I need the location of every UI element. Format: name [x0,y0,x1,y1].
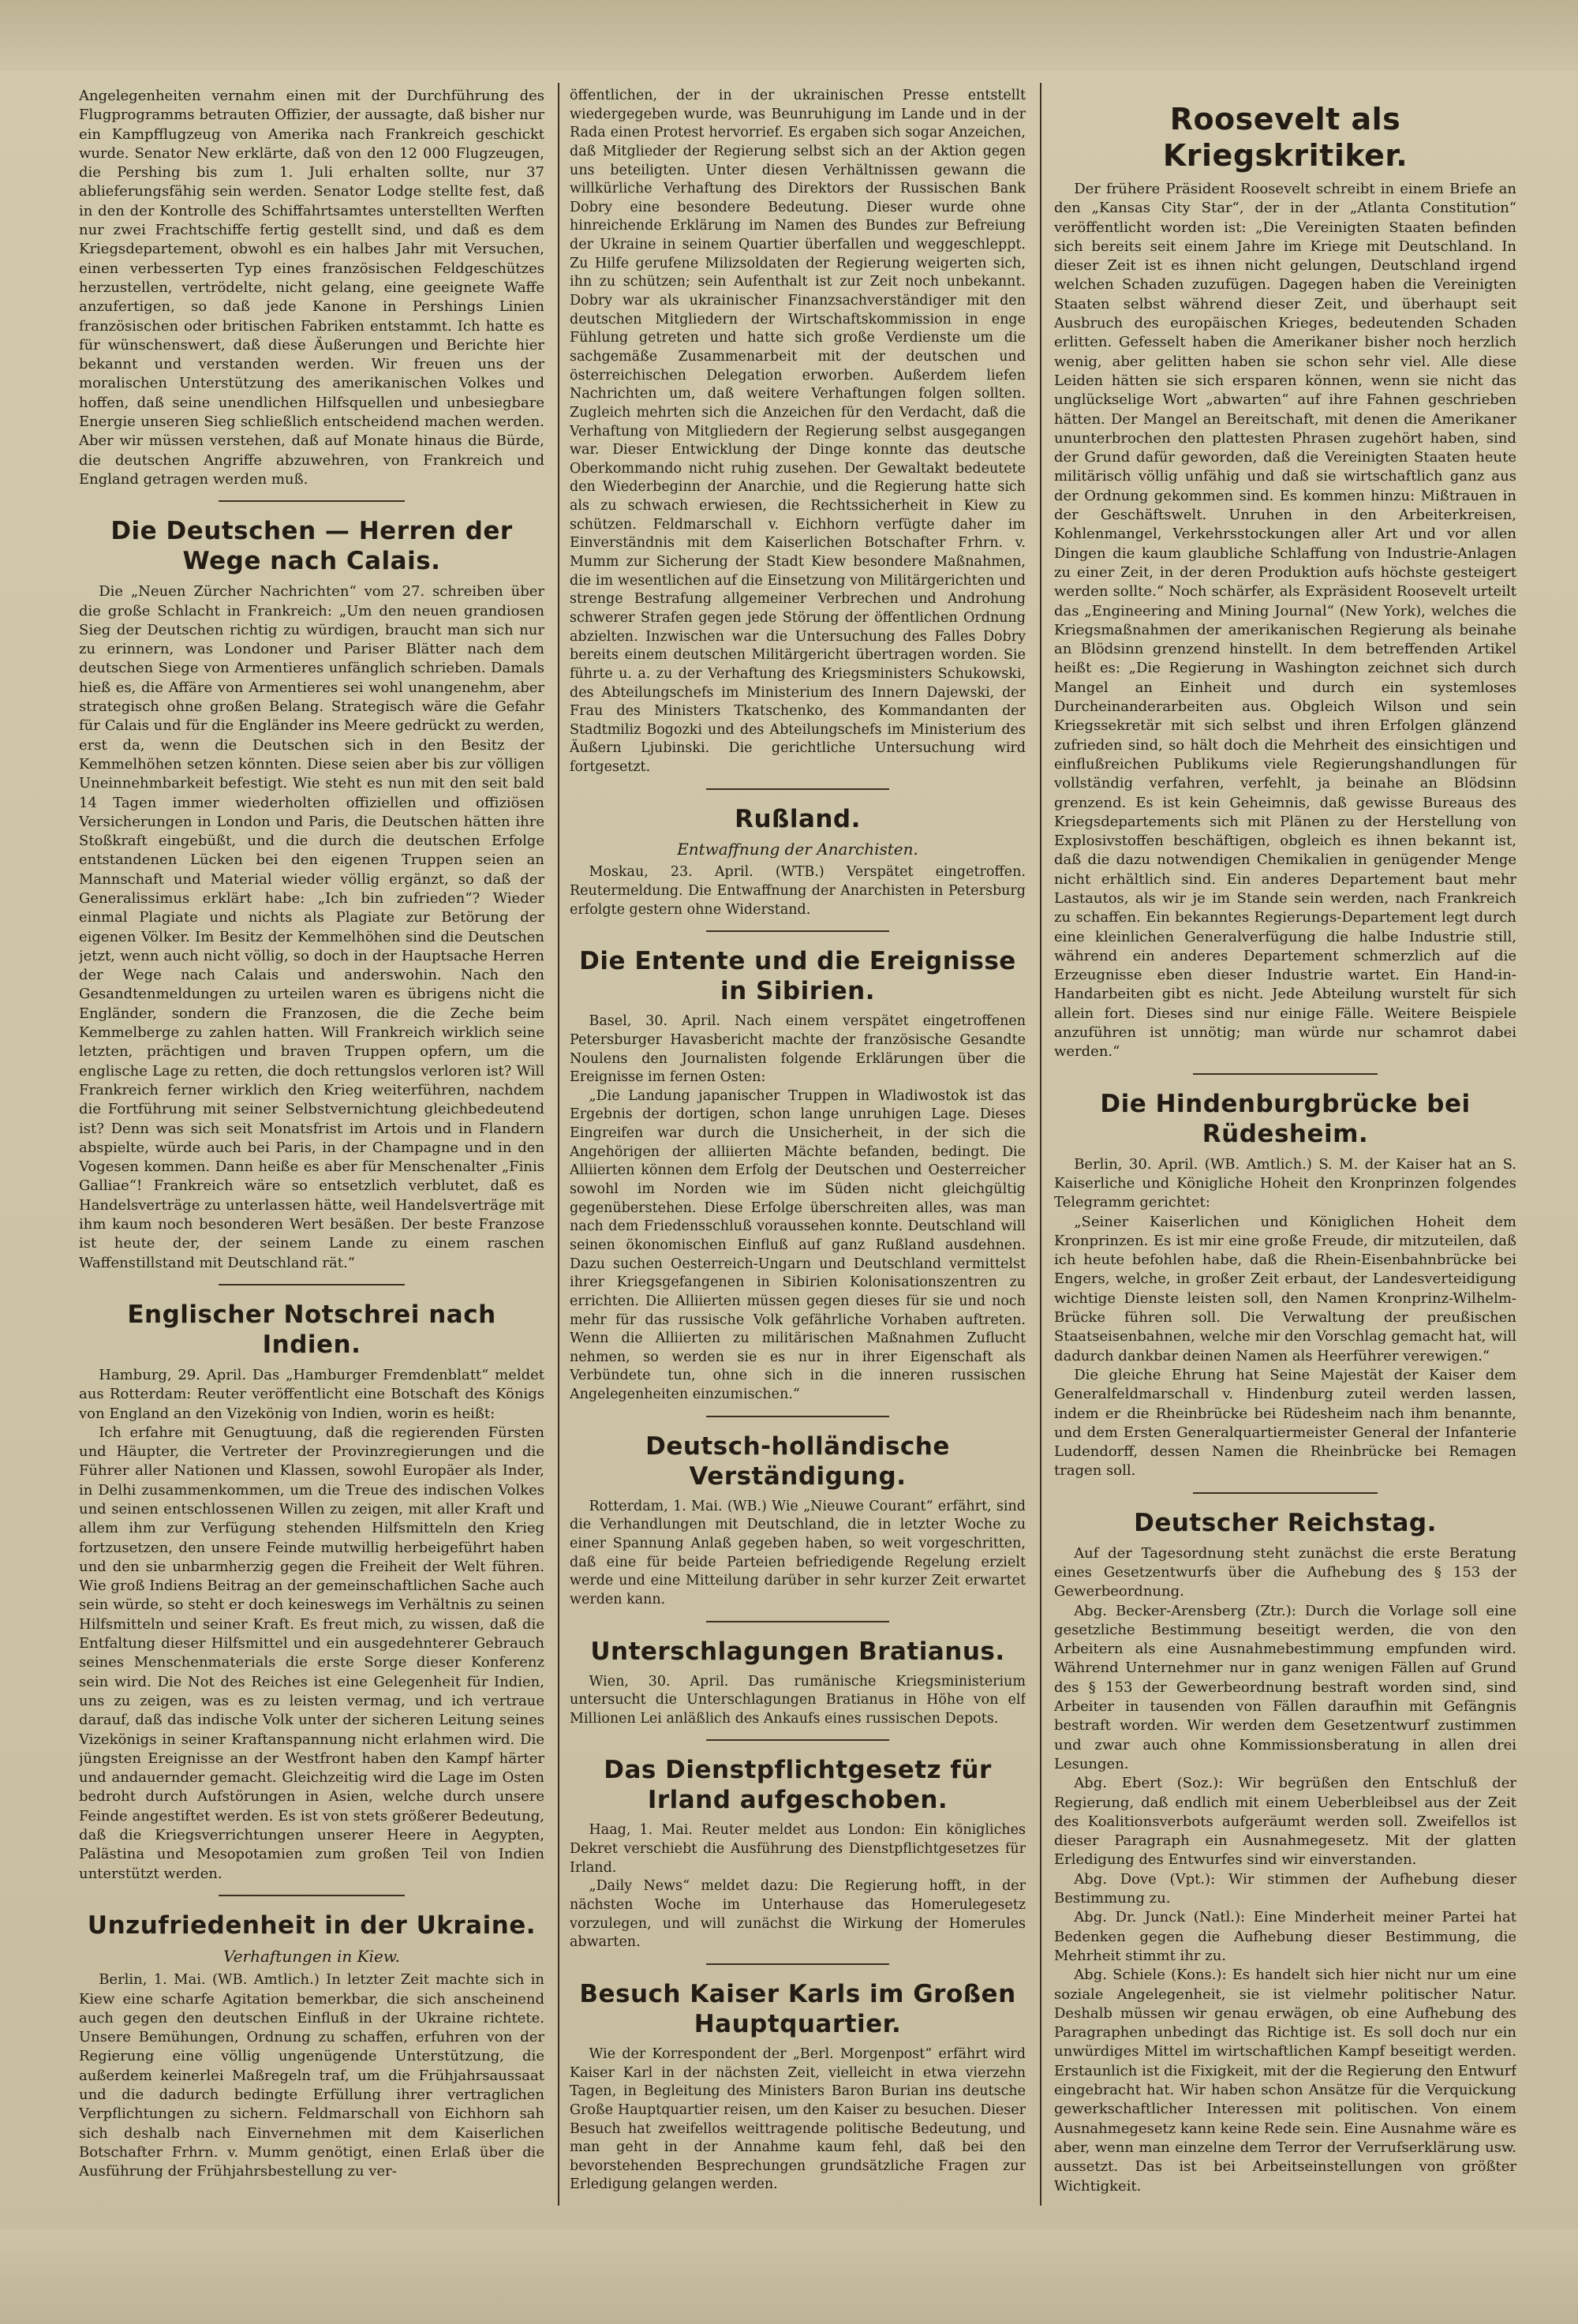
article [1054,101,1516,1062]
article-paragraph: Rotterdam, 1. Mai. (WB.) Wie „Nieuwe Courant“ erfährt, sind die Verhandlungen mit Deutschland, die in letzter Woche zu einer Spannung Anlaß gegeben haben, so weit vorgeschritten, daß eine für beide Parteien befriedigende Regelung erzielt werde und eine Mitteilung darüber in sehr kurzer Zeit erwartet werden kann. [570,1498,1026,1607]
article [79,1300,544,1884]
column-2 [570,87,1026,2214]
article-body [570,863,1026,919]
article-paragraph: Hamburg, 29. April. Das „Hamburger Fremdenblatt“ meldet aus Rotterdam: Reuter veröffentlicht eine Botschaft des Königs von England an den Vizekönig von Indien, worin es heißt: [79,1366,544,1422]
article-divider [219,1284,405,1285]
article-divider [219,500,405,502]
article-headline: Unzufriedenheit in der Ukraine. [87,1910,537,1940]
article-paragraph: Die „Neuen Zürcher Nachrichten“ vom 27. schreiben über die große Schlacht in Frankreich: „Um den neuen grandiosen Sieg der Deutschen richtig zu würdigen, braucht man sich nur zu erinnern, was Londoner und Pariser Blätter nach dem deutschen Siege von Armentieres unfänglich schrieben. Damals hieß es, die Affäre von Armentieres sei wohl unangenehm, aber strategisch ohne großen Belang. Strategisch wäre die Gefahr für Calais und für die Engländer ins Meere gedrückt zu werden, erst da, wenn die Deutschen sich in den Besitz der Kemmelhöhen setzen könnten. Diese seien aber bis zur völligen Uneinnehmbarkeit befestigt. Wie steht es nun mit den seit bald 14 Tagen immer wiederholten offiziellen und offiziösen Versicherungen in London und Paris, die Deutschen hätten ihre Stoßkraft eingebüßt, und die durch die deutschen Erfolge entstandenen Lücken bei den eigenen Truppen seien an Mannschaft und Material wieder völlig ergänzt, so daß der Generalissimus erklärt habe: „Ich bin zufrieden“? Wieder einmal Plagiate und nichts als Plagiate zur Betörung der eigenen Völker. Im Besitz der Kemmelhöhen sind die Deutschen jetzt, wenn auch nicht völlig, so doch in der Hauptsache Herren der Wege nach Calais und anderswohin. Nach den Gesandtenmeldungen zu urteilen waren es übrigens nicht die Engländer, sondern die Franzosen, die die Zeche beim Kemmelberge zu zahlen hatten. Will Frankreich wirklich seine letzten, prächtigen und braven Truppen opfern, um die englische Lage zu retten, die doch rettungslos verloren ist? Will Frankreich ferner wirklich den Krieg weiterführen, nachdem die Fortführung mit seiner Selbstvernichtung gleichbedeutend ist? Denn was sich seit Monatsfrist im Artois und in Flandern abspielte, würde auch bei Paris, in der Champagne und in den Vogesen kommen. Dann heiße es aber für Menschenalter „Finis Galliae“! Frankreich wäre so entsetzlich verblutet, daß es Handelsverträge zu unterlassen hätte, weil Handelsverträge mit ihm kaum noch besonderen Wert besäßen. Der beste Franzose ist heute der, der seinem Lande zu einem raschen Waffenstillstand mit Deutschland rät.“ [79,583,544,1271]
article-paragraph: Wien, 30. April. Das rumänische Kriegsministerium untersucht die Unterschlagungen Bratianus in Höhe von elf Millionen Lei anläßlich des Ankaufs eines russischen Depots. [570,1673,1026,1727]
article-paragraph: Basel, 30. April. Nach einem verspätet eingetroffenen Petersburger Havasbericht machte der französische Gesandte Noulens den Journalisten folgende Erklärungen über die Ereignisse im fernen Osten: [570,1013,1026,1086]
article-body [79,1970,544,2181]
article-body [79,1366,544,1884]
article-paragraph: Berlin, 1. Mai. (WB. Amtlich.) In letzter Zeit machte sich in Kiew eine scharfe Agitation bemerkbar, die sich anscheinend auch gegen den deutschen Einfluß in der Ukraine richtete. Unsere Bemühungen, Ordnung zu schaffen, erfuhren von der Regierung eine völlig ungenügende Unterstützung, die außerdem keinerlei Maßregeln traf, um die Frühjahrsaussaat und die dadurch bedingte Erfüllung ihrer vertraglichen Verpflichtungen zu sichern. Feldmarschall von Eichhorn sah sich deshalb nach Einvernehmen mit dem Kaiserlichen Botschafter Frhrn. v. Mumm genötigt, einen Erlaß über die Ausführung der Frühjahrsbestellung zu ver- [79,1971,544,2180]
column-rule [1040,83,1041,2206]
article [570,804,1026,920]
article-paragraph: Abg. Dr. Junck (Natl.): Eine Minderheit meiner Partei hat Bedenken gegen die Aufhebung dieser Bestimmung, die Mehrheit stimmt ihr zu. [1054,1909,1516,1964]
article [570,1637,1026,1729]
article-subhead: Verhaftungen in Kiew. [223,1946,400,1966]
article [570,87,1026,777]
column-rule [558,83,559,2206]
article-headline: Die Entente und die Ereignisse in Sibirien. [579,947,1016,1006]
article-paragraph: Abg. Dove (Vpt.): Wir stimmen der Aufhebung dieser Bestimmung zu. [1054,1870,1516,1907]
article-paragraph: Abg. Schiele (Kons.): Es handelt sich hier nicht nur um eine soziale Angelegenheit, sie ist vielmehr politischer Natur. Deshalb müssen wir genau erwägen, ob eine Aufhebung des Paragraphen unbedingt das Richtige ist. Es soll doch nur ein unwürdiges Mittel im wirtschaftlichen Kampf beseitigt werden. Erstaunlich ist die Fixigkeit, mit der die Regierung den Entwurf eingebracht hat. Wir haben schon Ansätze für die Verquickung gewerkschaftlicher Interessen mit politischen. Von einem Ausnahmegesetz kann keine Rede sein. Eine Ausnahme wäre es aber, wenn man einzelne dem Terror der Verrufserklärung usw. aussetzt. Das ist bei Arbeitseinstellungen von größter Wichtigkeit. [1054,1967,1516,2195]
article-headline: Deutsch-holländische Verständigung. [645,1431,950,1491]
article-divider [1193,1073,1378,1075]
article-body [570,2045,1026,2195]
article-paragraph: Berlin, 30. April. (WB. Amtlich.) S. M. der Kaiser hat an S. Kaiserliche und Königliche Hoheit den Kronprinzen folgendes Telegramm gerichtet: [1054,1155,1516,1211]
article-headline: Englischer Notschrei nach Indien. [127,1300,496,1359]
article-paragraph: „Daily News“ meldet dazu: Die Regierung hofft, in der nächsten Woche im Unterhause das Homerulegesetz vorzulegen, und will zunächst die Wirkung der Homerules abwarten. [570,1878,1026,1951]
article [79,1910,544,2182]
article-paragraph: Ich erfahre mit Genugtuung, daß die regierenden Fürsten und Häupter, die Vertreter der Provinzregierungen und die Führer aller Nationen und Klassen, sowohl Europäer als Inder, in Delhi zusammenkommen, um die Treue des indischen Volkes und seinen entschlossenen Willen zu zeigen, mit aller Kraft und allem ihm zur Verfügung stehenden Hilfsmitteln den Krieg fortzusetzen, den unsere Feinde mutwillig herbeigeführt haben und den sie unbarmherzig gegen die Freiheit der Welt führen. Wie groß Indiens Beitrag an der gemeinschaftlichen Sache auch sein würde, so steht er doch keineswegs im Verhältnis zu seinen Hilfsmitteln und seiner Kraft. Es freut mich, zu wissen, daß die Entfaltung dieser Hilfsmittel und ein ausgedehnterer Gebrauch seines Menschenmaterials die erste Sorge dieser Konferenz sein wird. Die Not des Reiches ist eine Gelegenheit für Indien, uns zu zeigen, was es zu leisten vermag, und ich vertraue darauf, daß das indische Volk unter der sicheren Leitung seines Vizekönigs in seiner Kraftanspannung nicht erlahmen wird. Die jüngsten Ereignisse an der Westfront haben den Kampf härter und andauernder gemacht. Gleichzeitig wird die Lage im Osten bedroht durch Aufstörungen in Asien, welche durch unsere Feinde angestiftet werden. Es ist von stets größerer Bedeutung, daß die Kriegsverrichtungen unserer Heere in Aegypten, Palästina und Mesopotamien zum großen Teil von Indien unterstützt werden. [79,1424,544,1882]
article [570,1755,1026,1952]
article-paragraph: „Seiner Kaiserlichen und Königlichen Hoheit dem Kronprinzen. Es ist mir eine große Freude, dir mitzuteilen, daß ich heute befohlen habe, daß die Rhein-Eisenbahnbrücke bei Engers, welche, in großer Zeit erbaut, der Landesverteidigung wichtige Dienste leisten soll, den Namen Kronprinz-Wilhelm-Brücke führen soll. Die Verwaltung der preußischen Staatseisenbahnen, welche mir den Vorschlag gemacht hat, will dadurch dankbar deinen Namen als Heerführer verewigen.“ [1054,1213,1516,1364]
article-headline: Roosevelt als Kriegskritiker. [1162,102,1408,173]
article [79,516,544,1273]
article-divider [706,1739,888,1741]
article-body [570,1673,1026,1729]
article-body [570,1012,1026,1404]
article-divider [706,788,888,790]
page-top-edge [0,0,1578,71]
column-3 [1054,87,1516,2214]
article-headline: Das Dienstpflichtgesetz für Irland aufgeschoben. [604,1756,992,1815]
article-divider [219,1895,405,1896]
article-body [570,87,1026,777]
article [79,87,544,489]
page-bottom-edge [0,2229,1578,2324]
article-paragraph: Abg. Ebert (Soz.): Wir begrüßen den Entschluß der Regierung, daß endlich mit einem Ueberbleibsel aus der Zeit des Koalitionsverbots aufgeräumt werden soll. Zweifellos ist dieser Paragraph ein Ausnahmegesetz. Mit der glatten Erledigung des Entwurfes sind wir einverstanden. [1054,1775,1516,1869]
article-paragraph: Moskau, 23. April. (WTB.) Verspätet eingetroffen. Reutermeldung. Die Entwaffnung der Anarchisten in Petersburg erfolgte gestern ohne Widerstand. [570,864,1026,918]
article-paragraph: „Die Landung japanischer Truppen in Wladiwostok ist das Ergebnis der dortigen, schon lange unruhigen Lage. Dieses Eingreifen war durch die Unsicherheit, in der sich die Angehörigen der alliierten Mächte befanden, bedingt. Die Alliierten können dem Erfolg der Deutschen und Oesterreicher sowohl im Norden wie im Süden nicht gleichgültig gegenüberstehen. Diese Erfolge überschreiten alles, was man nach dem Friedensschluß voraussehen konnte. Deutschland will seinen ökonomischen Einfluß auf ganz Rußland ausdehnen. Dazu suchen Oesterreich-Ungarn und Deutschland vermittelst ihrer Kriegsgefangenen in Sibirien Kolonisationszentren zu errichten. Die Alliierten müssen gegen dieses für sie und noch mehr für das russische Volk gefährliche Vorhaben auftreten. Wenn die Alliierten zu militärischen Maßnahmen Zuflucht nehmen, so werden sie es nur in ihrer Eigenschaft als Verbündete tun, ohne sich in die inneren russischen Angelegenheiten einzumischen.“ [570,1087,1026,1403]
article-divider [706,930,888,932]
article-subhead: Entwaffnung der Anarchisten. [677,839,918,859]
article-paragraph: Die gleiche Ehrung hat Seine Majestät der Kaiser dem Generalfeldmarschall v. Hindenburg zuteil werden lassen, indem er die Rheinbrücke bei Rüdesheim nach ihm benannte, und dem Ersten Generalquartiermeister General der Infanterie Ludendorff, dessen Namen die Rheinbrücke bei Remagen tragen soll. [1054,1366,1516,1480]
article-divider [1193,1492,1378,1494]
article-headline: Rußland. [735,804,861,833]
article [570,1431,1026,1610]
article-paragraph: Der frühere Präsident Roosevelt schreibt in einem Briefe an den „Kansas City Star“, der in der „Atlanta Constitution“ veröffentlicht worden ist: „Die Vereinigten Staaten befinden sich bereits seit einem Jahre im Kriege mit Deutschland. In dieser Zeit ist es ihnen nicht gelungen, Deutschland irgend welchen Schaden zuzufügen. Dagegen haben die Vereinigten Staaten selbst während dieser Zeit, und überhaupt seit Ausbruch des europäischen Krieges, bedeutenden Schaden erlitten. Gefesselt haben die Amerikaner bisher noch herzlich wenig, aber gelitten haben sie schon sehr viel. Alle diese Leiden hätten sie sich ersparen können, wenn sie nicht das unglückselige Wort „abwarten“ auf ihre Fahnen geschrieben hätten. Der Mangel an Bereitschaft, mit denen die Amerikaner ununterbrochen den plattesten Phrasen zugehört haben, sind der Grund dafür geworden, daß die Vereinigten Staaten heute militärisch völlig unfähig und daß sie wirtschaftlich ganz aus der Ordnung gekommen sind. Es kommen hinzu: Mißtrauen in der Geschäftswelt. Unruhen in den Arbeiterkreisen, Kohlenmangel, Verkehrsstockungen aller Art und vor allen Dingen die kaum glaubliche Schlaffung von Industrie-Anlagen zu einer Zeit, in der deren Produktion aufs höchste gesteigert werden sollte.“ Noch schärfer, als Expräsident Roosevelt urteilt das „Engineering and Mining Journal“ (New York), welches die Kriegsmaßnahmen der amerikanischen Regierung als beinahe an Blödsinn grenzend hinstellt. In dem betreffenden Artikel heißt es: „Die Regierung in Washington zeichnet sich durch Mangel an Einheit und durch ein systemloses Durcheinanderarbeiten aus. Obgleich Wilson und sein Kriegssekretär mit sich selbst und ihren Erfolgen glänzend zufrieden sind, so hält doch die Mehrheit des einsichtigen und einflußreichen Publikums viele Regierungshandlungen für vollständig verfahren, verfehlt, ja beinahe an Blödsinn grenzend. Es ist kein Geheimnis, daß gewisse Bureaus des Kriegsdepartements sich mit Plänen zu der Herstellung von Explosivstoffen beschäftigen, obgleich es ihnen bekannt ist, daß die dazu notwendigen Chemikalien in genügender Menge nicht erhältlich sind. Ein anderes Departement baut mehr Lastautos, als wir je im Stande sein werden, nach Frankreich zu schaffen. Ein bekanntes Regierungs-Departement legt durch eine kleinlichen Generalverfügung die halbe Industrie still, während ein anderes Departement schmerzlich auf die Erzeugnisse eben dieser Industrie wartet. Ein Hand-in-Handarbeiten gibt es nicht. Jede Abteilung wurstelt für sich allein fort. Dieses sind nur einige Fälle. Weitere Beispiele anzuführen ist unnötig; man würde nur schamrot dabei werden.“ [1054,181,1516,1061]
article-paragraph: öffentlichen, der in der ukrainischen Presse entstellt wiedergegeben wurde, was Beunruhigung im Lande und in der Rada einen Protest hervorrief. Es ergaben sich sogar Anzeichen, daß Mitglieder der Regierung selbst sich an der Aktion gegen uns beteiligten. Unter diesen Verhältnissen gewann die willkürliche Verhaftung des Direktors der Russischen Bank Dobry eine besondere Bedeutung. Dieser wurde ohne hinreichende Erklärung im Namen des Bundes zur Befreiung der Ukraine in seinem Quartier überfallen und weggeschleppt. Zu Hilfe gerufene Milizsoldaten der Regierung weigerten sich, ihn zu schützen; sein Aufenthalt ist zur Zeit noch unbekannt. Dobry war als ukrainischer Finanzsachverständiger mit den deutschen Mitgliedern der Wirtschaftskommission in enge Fühlung getreten und hatte sich große Verdienste um die sachgemäße Zusammenarbeit mit der deutschen und österreichischen Delegation erworben. Außerdem liefen Nachrichten um, daß weitere Verhaftungen folgen sollten. Zugleich mehrten sich die Anzeichen für den Verdacht, daß die Verhaftung von Mitgliedern der Regierung selbst ausgegangen war. Dieser Entwicklung der Dinge konnte das deutsche Oberkommando nicht ruhig zusehen. Der Gewaltakt bedeutete den Wiederbeginn der Anarchie, und die Regierung hatte sich als zu schwach erwiesen, die Rechtssicherheit in Kiew zu schützen. Feldmarschall v. Eichhorn verfügte daher im Einverständnis mit dem Kaiserlichen Botschafter Frhrn. v. Mumm zur Sicherung der Stadt Kiew besondere Maßnahmen, die im wesentlichen auf die Einsetzung von Militärgerichten und strenge Bestrafung allgemeiner Verbrechen und Androhung schwerer Strafen gegen jede Störung der öffentlichen Ordnung abzielten. Inzwischen war die Untersuchung des Falles Dobry bereits einem deutschen Militärgericht übertragen worden. Sie führte u. a. zu der Verhaftung des Kriegsministers Schukowski, des Abteilungschefs im Ministerium des Innern Dajewski, der Frau des Ministers Tkatschenko, des Kommandanten der Stadtmiliz Bogozki und des Abteilungschefs im Ministerium des Äußern Ljubinski. Die gerichtliche Untersuchung wird fortgesetzt. [570,88,1026,776]
article-body [1054,180,1516,1062]
article-body [79,87,544,489]
article-divider [706,1621,888,1622]
article-body [1054,1544,1516,2196]
article-paragraph: Auf der Tagesordnung steht zunächst die erste Beratung eines Gesetzentwurfs über die Aufhebung des § 153 der Gewerbeordnung. [1054,1544,1516,1600]
article-divider [706,1963,888,1965]
article-divider [706,1416,888,1417]
column-1 [79,87,544,2214]
article-body [570,1498,1026,1610]
article [570,1979,1026,2195]
article [570,946,1026,1404]
article-paragraph: Wie der Korrespondent der „Berl. Morgenpost“ erfährt wird Kaiser Karl in der nächsten Zeit, vielleicht in etwa vierzehn Tagen, in Begleitung des Ministers Baron Burian ins deutsche Große Hauptquartier reisen, um den Kaiser zu besuchen. Dieser Besuch hat zweifellos weittragende politische Bedeutung, und man geht in der Annahme kaum fehl, daß bei den bevorstehenden Besprechungen grundsätzliche Fragen zur Erledigung gelangen werden. [570,2045,1026,2193]
article [1054,1508,1516,2196]
article-headline: Unterschlagungen Bratianus. [590,1637,1005,1666]
article-headline: Die Deutschen — Herren der Wege nach Calais. [110,517,513,576]
article-headline: Besuch Kaiser Karls im Großen Hauptquartier. [579,1979,1016,2038]
article-headline: Die Hindenburgbrücke bei Rüdesheim. [1100,1089,1471,1148]
article-body [570,1821,1026,1952]
article-body [1054,1155,1516,1481]
article-headline: Deutscher Reichstag. [1134,1508,1437,1537]
article-body [79,582,544,1273]
article-paragraph: Haag, 1. Mai. Reuter meldet aus London: Ein königliches Dekret verschiebt die Ausführung des Dienstpflichtgesetzes für Irland. [570,1822,1026,1876]
article-paragraph: Angelegenheiten vernahm einen mit der Durchführung des Flugprogramms betrauten Offizier, der aussagte, daß bisher nur ein Kampfflugzeug von Amerika nach Frankreich geschickt wurde. Senator New erklärte, daß von den 12 000 Flugzeugen, die Pershing bis zum 1. Juli erhalten sollte, nur 37 ablieferungsfähig sein werden. Senator Lodge stellte fest, daß in den der Kontrolle des Schiffahrtsamtes unterstellten Werften nur zwei Frachtschiffe fertig gestellt sind, und daß es dem Kriegsdepartement, obwohl es ein halbes Jahr mit Versuchen, einen verbesserten Typ eines französischen Feldgeschützes herzustellen, vertrödelte, nicht gelang, eine geeignete Waffe anzufertigen, so daß jede Kanone in Pershings Linien französischen oder britischen Fabriken entstammt. Ich hatte es für wünschenswert, daß diese Äußerungen und Berichte hier bekannt und verstanden werden. Wir freuen uns der moralischen Unterstützung des amerikanischen Volkes und hoffen, daß seine unendlichen Hilfsquellen und unbesiegbare Energie unseren Sieg schließlich entscheidend machen werden. Aber wir müssen verstehen, daß auf Monate hinaus die Bürde, die deutschen Angriffe abzuwehren, von Frankreich und England getragen werden muß. [79,88,544,488]
article [1054,1089,1516,1481]
article-paragraph: Abg. Becker-Arensberg (Ztr.): Durch die Vorlage soll eine gesetzliche Bestimmung beseitigt werden, die von den Arbeitern als eine Ausnahmebestimmung empfunden wird. Während Unternehmer nur in ganz wenigen Fällen auf Grund des § 153 der Gewerbeordnung bestraft worden sind, sind Arbeiter in tausenden von Fällen daraufhin mit Gefängnis bestraft worden. Wir werden dem Gesetzentwurf zustimmen und zwar auch ohne Kommissionsberatung in allen drei Lesungen. [1054,1602,1516,1772]
